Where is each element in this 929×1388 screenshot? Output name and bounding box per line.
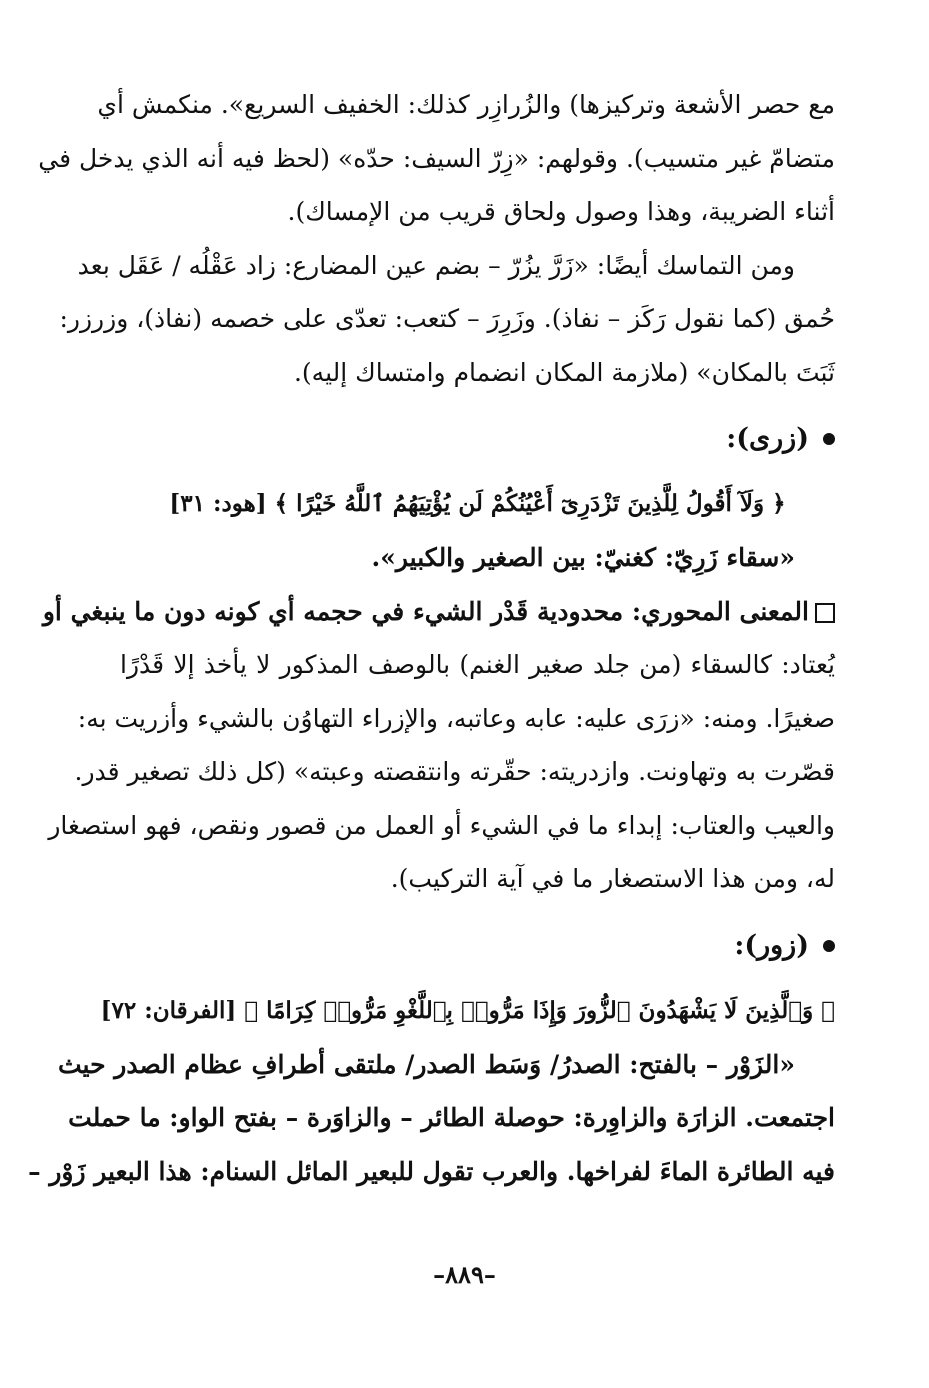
entry-heading-zawr: [120, 916, 835, 976]
text-line: «الزَوْر – بالفتح: الصدرُ/ وَسَط الصدر/ ملتقى أطرافِ عظام الصدر حيث: [58, 1049, 795, 1079]
text-line: يُعتاد: كالسقاء (من جلد صغير الغنم) بالوصف المذكور لا يأخذ إلا قَدْرًا: [120, 650, 835, 679]
square-marker-icon: [815, 603, 835, 623]
quran-verse-furqan: ﴿ وَٱلَّذِينَ لَا يَشْهَدُونَ ٱلزُّورَ وَإِذَا مَرُّوا۟ بِٱللَّغْوِ مَرُّوا۟ كِرَامًا ﴾ [الفرقان: ٧٢]: [100, 996, 835, 1024]
text-line: له، ومن هذا الاستصغار ما في آية التركيب).: [390, 864, 835, 893]
text-line: صغيرًا. ومنه: «زرَى عليه: عابه وعاتبه، والإزراء التهاوُن بالشيء وأزريت به:: [77, 703, 835, 733]
bullet-icon: [823, 433, 835, 445]
entry-heading-zara: [120, 409, 835, 469]
central-meaning-line: [42, 585, 835, 639]
page-number: –٨٨٩–: [433, 1260, 496, 1289]
text-line: اجتمعت. الزارَة والزاوِرة: حوصلة الطائر – والزاوَرة – بفتح الواو: ما حملت: [68, 1103, 835, 1132]
text-line: ثَبَتَ بالمكان» (ملازمة المكان انضمام وامتساك إليه).: [293, 357, 835, 387]
text-line: قصّرت به وتهاونت. وازدريته: حقّرته وانتقصته وعبته» (كل ذلك تصغير قدر.: [74, 757, 835, 786]
text-line: فيه الطائرة الماءَ لفراخها. والعرب تقول للبعير المائل السنام: هذا البعير زَوْر –: [28, 1156, 835, 1186]
paragraph-zarr-cohesion: [59, 239, 835, 400]
central-meaning-label: المعنى المحوري: محدودية قَدْر الشيء في حجمه أي كونه دون ما ينبغي أو: [42, 596, 809, 626]
paragraph-zarr-continuation: [38, 78, 835, 239]
text-line: متضامّ غير متسيب). وقولهم: «زِرّ السيف: حدّه» (لحظ فيه أنه الذي يدخل في: [38, 143, 835, 173]
entry-heading-text: (زرى):: [726, 423, 809, 454]
lexicon-quote: «سقاء زَرِيّ: كغنيّ: بين الصغير والكبير».: [371, 543, 795, 572]
text-line: ومن التماسك أيضًا: «زَرَّ يزُرّ – بضم عين المضارع: زاد عَقْلُه / عَقَل بعد: [77, 250, 795, 280]
paragraph-central-meaning-zara: [42, 585, 835, 906]
text-line: أثناء الضريبة، وهذا وصول ولحاق قريب من الإمساك).: [287, 197, 835, 226]
entry-heading-text: (زور):: [734, 929, 809, 961]
quran-verse-hud: ﴿ وَلَآ أَقُولُ لِلَّذِينَ تَزْدَرِىٓ أَعْيُنُكُمْ لَن يُؤْتِيَهُمُ ٱللَّهُ خَيْرًا ﴾ [هود: ٣١]: [169, 490, 786, 517]
text-line: مع حصر الأشعة وتركيزها) والزُرازِر كذلك: الخفيف السريع». منكمش أي: [97, 90, 835, 119]
text-line: حُمق (كما نقول رَكَز – نفاذ). وزَرِرَ – كتعب: تعدّى على خصمه (نفاذ)، وزرزر:: [59, 304, 835, 333]
text-line: والعيب والعتاب: إبداء ما في الشيء أو العمل من قصور ونقص، فهو استصغار: [48, 810, 835, 840]
bullet-icon: [823, 940, 835, 952]
paragraph-zawr-definition: [28, 1038, 835, 1199]
